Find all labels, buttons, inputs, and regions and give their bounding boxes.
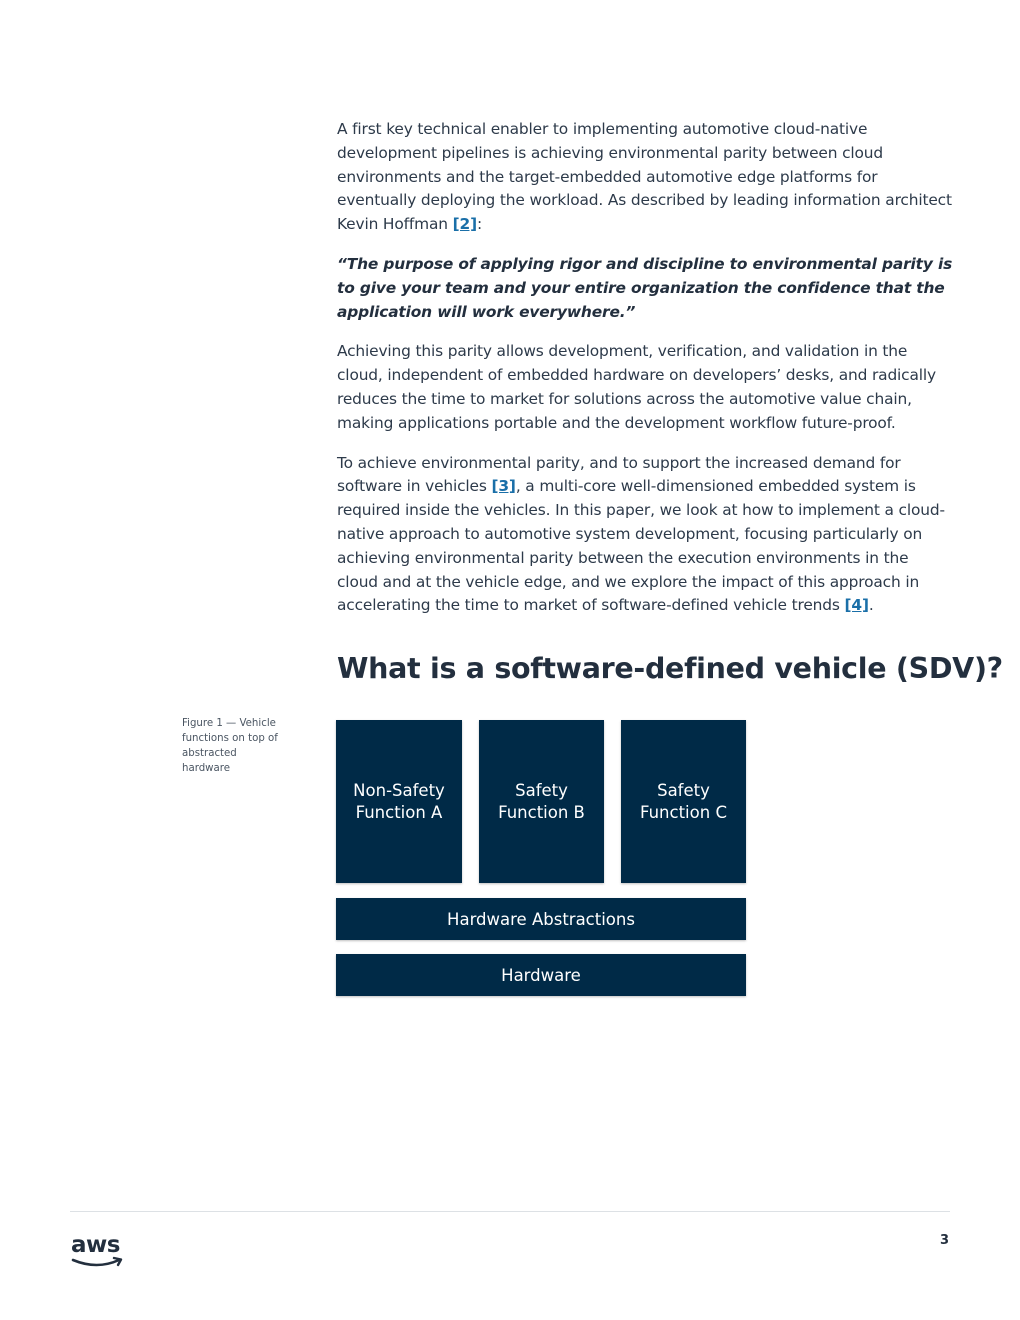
reference-link-3[interactable]: [3]: [491, 477, 516, 496]
function-box-c: Safety Function C: [621, 720, 746, 883]
figure-caption: Figure 1 — Vehicle functions on top of abstracted hardware: [182, 718, 278, 774]
paragraph-3-text-a: To achieve environmental parity, and to support the increased demand for software in vehicles: [337, 453, 901, 496]
paragraph-3: [337, 452, 953, 619]
paragraph-3-text-b: , a multi-core well-dimensioned embedded system is required inside the vehicles. In this paper, we look at how to implement a cloud-native approach to automotive system development, focusing particularly on achieving environmental parity between the execution environments in the cloud and at the vehicle edge, and we explore the impact of this approach in accelerating the time to market of software-defined vehicle trends: [337, 477, 945, 615]
paragraph-1-text: A first key technical enabler to implementing automotive cloud-native development pipelines is achieving environmental parity between cloud environments and the target-embedded automotive edge platforms for eventually deploying the workload. As described by leading information architect Kevin Hoffman: [337, 120, 952, 234]
hardware-abstractions-layer: Hardware Abstractions: [336, 898, 746, 940]
function-box-a: Non-Safety Function A: [336, 720, 462, 883]
aws-logo: [70, 1232, 126, 1274]
paragraph-2: Achieving this parity allows development, verification, and validation in the cloud, independent of embedded hardware on developers’ desks, and radically reduces the time to market for solutions across the automotive value chain, making applications portable and the development workflow future-proof.: [337, 342, 936, 432]
page-number: 3: [940, 1233, 950, 1248]
main-content: [337, 118, 953, 634]
hardware-layer: Hardware: [336, 954, 746, 996]
reference-link-2[interactable]: [2]: [452, 215, 477, 234]
footer-divider: [70, 1211, 950, 1212]
paragraph-1-end: :: [476, 215, 482, 234]
section-heading: What is a software-defined vehicle (SDV)?: [337, 652, 1003, 685]
function-box-b: Safety Function B: [479, 720, 604, 883]
hoffman-quote: “The purpose of applying rigor and discipline to environmental parity is to give your team and your entire organization the confidence that the application will work everywhere.”: [337, 254, 953, 321]
svg-text:aws: aws: [71, 1232, 120, 1258]
reference-link-4[interactable]: [4]: [844, 596, 869, 615]
paragraph-3-end: .: [868, 596, 874, 615]
paragraph-1: [337, 118, 953, 237]
